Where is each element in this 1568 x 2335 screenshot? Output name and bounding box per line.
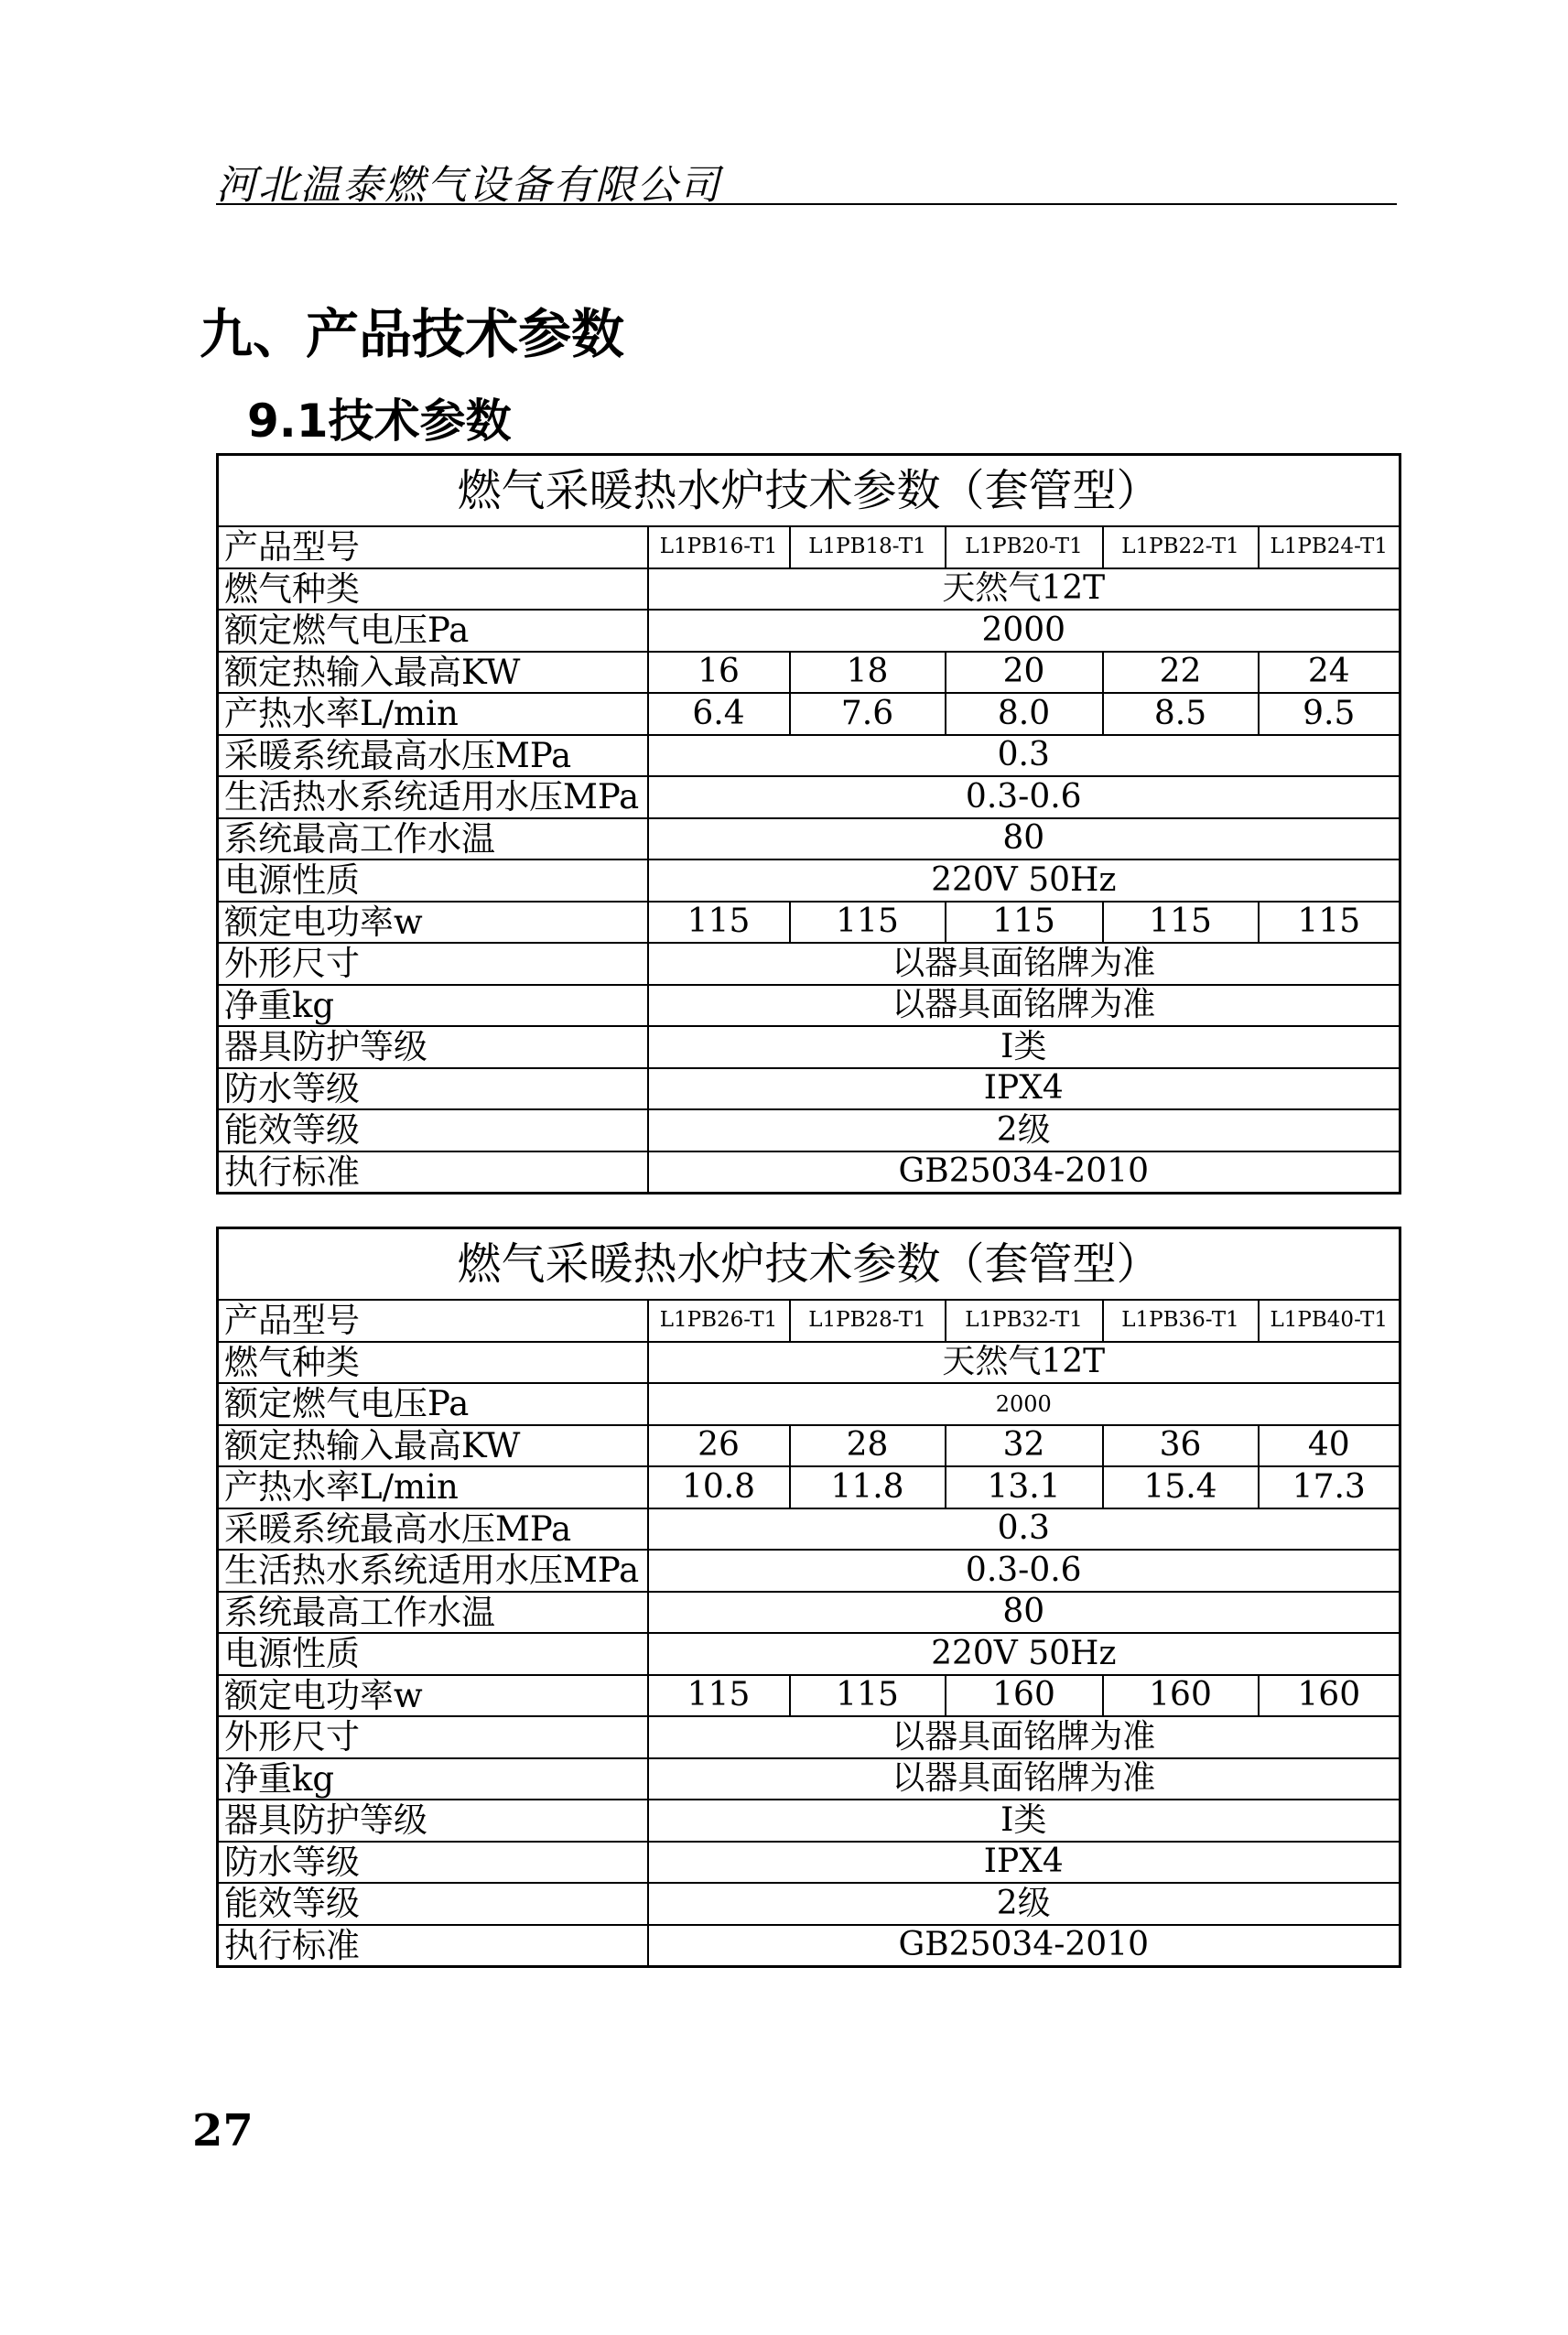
table-row xyxy=(218,1758,1400,1800)
row-label: 外形尺寸 xyxy=(218,943,648,985)
row-label: 额定燃气电压Pa xyxy=(218,610,648,652)
table-row xyxy=(218,1550,1400,1592)
value-cell: 115 xyxy=(648,902,790,944)
value-cell: 32 xyxy=(946,1425,1103,1467)
value-cell: 11.8 xyxy=(790,1466,946,1508)
value-cell: 2级 xyxy=(648,1109,1400,1151)
table-row xyxy=(218,943,1400,985)
value-cell: 160 xyxy=(1259,1675,1400,1717)
row-label: 采暖系统最高水压MPa xyxy=(218,1508,648,1551)
value-cell: 2000 xyxy=(648,610,1400,652)
table-row xyxy=(218,1342,1400,1384)
row-label: 能效等级 xyxy=(218,1109,648,1151)
value-cell: GB25034-2010 xyxy=(648,1925,1400,1967)
row-label: 净重kg xyxy=(218,1758,648,1800)
subsection-title: 9.1技术参数 xyxy=(247,395,512,448)
table-row xyxy=(218,902,1400,944)
value-cell: IPX4 xyxy=(648,1842,1400,1884)
row-label: 采暖系统最高水压MPa xyxy=(218,735,648,777)
value-cell: 天然气12T xyxy=(648,1342,1400,1384)
table-row xyxy=(218,1508,1400,1551)
row-label: 执行标准 xyxy=(218,1151,648,1194)
model-cell: L1PB28-T1 xyxy=(790,1300,946,1342)
table-row xyxy=(218,652,1400,694)
value-cell: 9.5 xyxy=(1259,693,1400,735)
model-cell: L1PB20-T1 xyxy=(946,526,1103,568)
value-cell: 115 xyxy=(946,902,1103,944)
row-label: 燃气种类 xyxy=(218,1342,648,1384)
model-cell: L1PB24-T1 xyxy=(1259,526,1400,568)
row-label: 防水等级 xyxy=(218,1842,648,1884)
table-row xyxy=(218,526,1400,568)
table-title: 燃气采暖热水炉技术参数（套管型） xyxy=(218,455,1400,527)
model-cell: L1PB22-T1 xyxy=(1103,526,1259,568)
model-cell: L1PB16-T1 xyxy=(648,526,790,568)
table-row xyxy=(218,1675,1400,1717)
row-label: 额定燃气电压Pa xyxy=(218,1383,648,1425)
row-label: 系统最高工作水温 xyxy=(218,818,648,860)
table-title-row xyxy=(218,1228,1400,1301)
value-cell: 以器具面铭牌为准 xyxy=(648,1716,1400,1758)
row-label: 器具防护等级 xyxy=(218,1026,648,1068)
value-cell: 28 xyxy=(790,1425,946,1467)
tech-params-table-2 xyxy=(216,1227,1401,1968)
tech-params-table-1 xyxy=(216,453,1401,1195)
value-cell: 天然气12T xyxy=(648,568,1400,611)
value-cell: 18 xyxy=(790,652,946,694)
header-divider xyxy=(216,203,1397,205)
model-cell: L1PB18-T1 xyxy=(790,526,946,568)
value-cell: 7.6 xyxy=(790,693,946,735)
value-cell: GB25034-2010 xyxy=(648,1151,1400,1194)
value-cell: 160 xyxy=(1103,1675,1259,1717)
row-label: 产热水率L/min xyxy=(218,693,648,735)
row-label: 生活热水系统适用水压MPa xyxy=(218,1550,648,1592)
value-cell: 115 xyxy=(790,902,946,944)
value-cell: 以器具面铭牌为准 xyxy=(648,1758,1400,1800)
page-number: 27 xyxy=(192,2105,254,2157)
value-cell: 115 xyxy=(1259,902,1400,944)
table-row xyxy=(218,610,1400,652)
table-row xyxy=(218,1026,1400,1068)
value-cell: 6.4 xyxy=(648,693,790,735)
section-title: 九、产品技术参数 xyxy=(200,303,625,365)
model-cell: L1PB36-T1 xyxy=(1103,1300,1259,1342)
row-label: 额定电功率w xyxy=(218,1675,648,1717)
value-cell: IPX4 xyxy=(648,1068,1400,1110)
table-row xyxy=(218,776,1400,818)
value-cell: 以器具面铭牌为准 xyxy=(648,985,1400,1027)
row-label: 燃气种类 xyxy=(218,568,648,611)
table-row xyxy=(218,859,1400,902)
row-label: 生活热水系统适用水压MPa xyxy=(218,776,648,818)
value-cell: 115 xyxy=(1103,902,1259,944)
model-cell: L1PB32-T1 xyxy=(946,1300,1103,1342)
table-row xyxy=(218,1383,1400,1425)
value-cell: 22 xyxy=(1103,652,1259,694)
value-cell: 15.4 xyxy=(1103,1466,1259,1508)
row-label: 执行标准 xyxy=(218,1925,648,1967)
value-cell: 2000 xyxy=(648,1383,1400,1425)
row-label: 能效等级 xyxy=(218,1883,648,1925)
table-title-row xyxy=(218,455,1400,527)
table-row xyxy=(218,818,1400,860)
value-cell: 24 xyxy=(1259,652,1400,694)
value-cell: 16 xyxy=(648,652,790,694)
table-row xyxy=(218,1716,1400,1758)
value-cell: 220V 50Hz xyxy=(648,859,1400,902)
value-cell: I类 xyxy=(648,1800,1400,1842)
value-cell: 8.5 xyxy=(1103,693,1259,735)
value-cell: 2级 xyxy=(648,1883,1400,1925)
value-cell: 20 xyxy=(946,652,1103,694)
value-cell: 0.3-0.6 xyxy=(648,1550,1400,1592)
table-row xyxy=(218,568,1400,611)
header-company-name: 河北温泰燃气设备有限公司 xyxy=(216,162,721,209)
value-cell: 36 xyxy=(1103,1425,1259,1467)
row-label: 外形尺寸 xyxy=(218,1716,648,1758)
table-row xyxy=(218,1592,1400,1634)
table-row xyxy=(218,735,1400,777)
value-cell: 160 xyxy=(946,1675,1103,1717)
value-cell: 10.8 xyxy=(648,1466,790,1508)
value-cell: 0.3 xyxy=(648,1508,1400,1551)
row-label: 电源性质 xyxy=(218,859,648,902)
row-label: 产品型号 xyxy=(218,526,648,568)
value-cell: 17.3 xyxy=(1259,1466,1400,1508)
table-row xyxy=(218,1925,1400,1967)
table-row xyxy=(218,1883,1400,1925)
table-row xyxy=(218,1068,1400,1110)
model-cell: L1PB26-T1 xyxy=(648,1300,790,1342)
table-row xyxy=(218,1466,1400,1508)
row-label: 净重kg xyxy=(218,985,648,1027)
row-label: 系统最高工作水温 xyxy=(218,1592,648,1634)
row-label: 防水等级 xyxy=(218,1068,648,1110)
table-row xyxy=(218,1300,1400,1342)
row-label: 额定电功率w xyxy=(218,902,648,944)
table-row xyxy=(218,1842,1400,1884)
table-row xyxy=(218,693,1400,735)
value-cell: 13.1 xyxy=(946,1466,1103,1508)
row-label: 额定热输入最高KW xyxy=(218,652,648,694)
value-cell: 26 xyxy=(648,1425,790,1467)
model-cell: L1PB40-T1 xyxy=(1259,1300,1400,1342)
value-cell: 220V 50Hz xyxy=(648,1633,1400,1675)
row-label: 器具防护等级 xyxy=(218,1800,648,1842)
row-label: 产热水率L/min xyxy=(218,1466,648,1508)
value-cell: I类 xyxy=(648,1026,1400,1068)
table-row xyxy=(218,1633,1400,1675)
value-cell: 80 xyxy=(648,818,1400,860)
table-row xyxy=(218,1800,1400,1842)
value-cell: 以器具面铭牌为准 xyxy=(648,943,1400,985)
row-label: 电源性质 xyxy=(218,1633,648,1675)
table-row xyxy=(218,1425,1400,1467)
value-cell: 0.3 xyxy=(648,735,1400,777)
table-row xyxy=(218,1109,1400,1151)
table-row xyxy=(218,1151,1400,1194)
value-cell: 115 xyxy=(790,1675,946,1717)
value-cell: 80 xyxy=(648,1592,1400,1634)
table-row xyxy=(218,985,1400,1027)
value-cell: 8.0 xyxy=(946,693,1103,735)
table-title: 燃气采暖热水炉技术参数（套管型） xyxy=(218,1228,1400,1301)
value-cell: 115 xyxy=(648,1675,790,1717)
row-label: 额定热输入最高KW xyxy=(218,1425,648,1467)
value-cell: 0.3-0.6 xyxy=(648,776,1400,818)
row-label: 产品型号 xyxy=(218,1300,648,1342)
value-cell: 40 xyxy=(1259,1425,1400,1467)
